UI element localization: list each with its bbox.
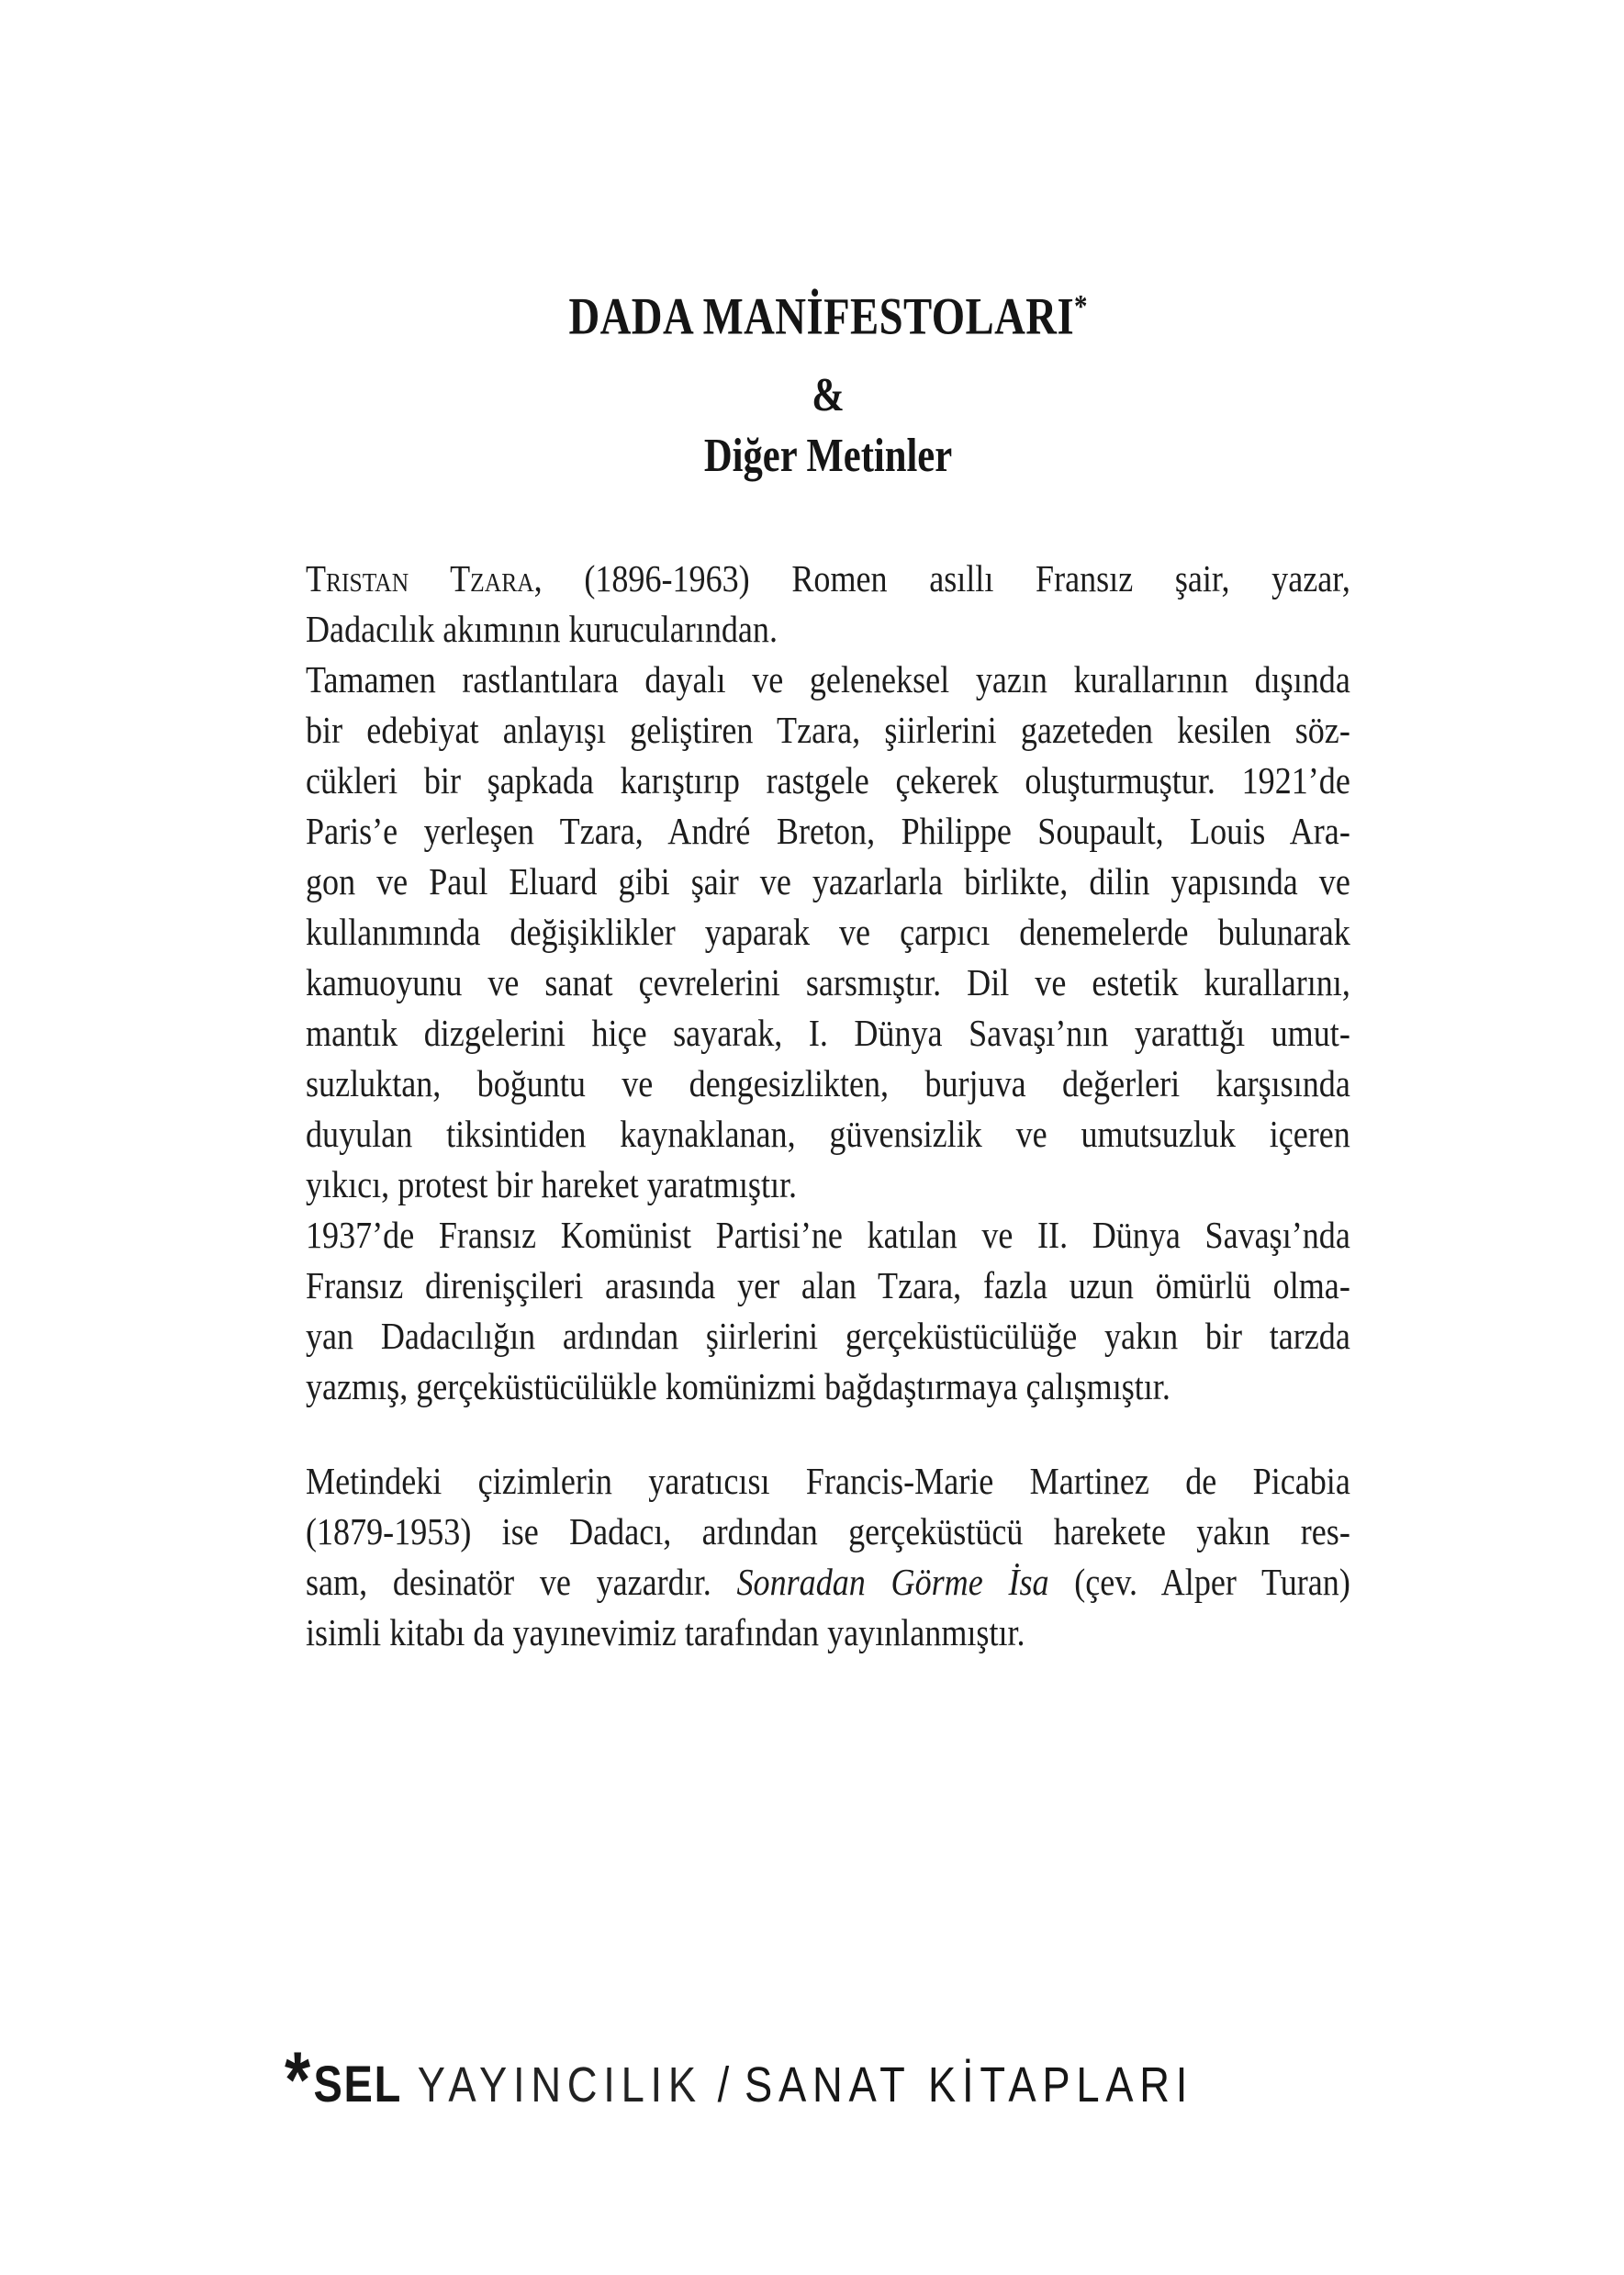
bio-line: isimli kitabı da yayınevimiz tarafından yayınlanmıştır. bbox=[306, 1611, 1025, 1653]
title-ampersand: & bbox=[812, 369, 845, 421]
bio-line: Metindeki çizimlerin yaratıcısı Francis-Marie Martinez de Picabia bbox=[306, 1460, 1350, 1502]
bio-line: mantık dizgelerini hiçe sayarak, I. Dünya Savaşı’nın yarattığı umut- bbox=[306, 1012, 1350, 1054]
bio-line: yıkıcı, protest bir hareket yaratmıştır. bbox=[306, 1163, 798, 1205]
asterisk-logo-icon: * bbox=[285, 2036, 311, 2124]
bio-line: kamuoyunu ve sanat çevrelerini sarsmıştır. Dil ve estetik kurallarını, bbox=[306, 961, 1350, 1003]
bio-line-text: (1896-1963) Romen asıllı Fransız şair, yazar, bbox=[542, 557, 1350, 600]
bio-line-text: (çev. Alper Turan) bbox=[1048, 1561, 1350, 1603]
publisher-name: SEL bbox=[313, 2055, 403, 2112]
title-text: DADA MANİFESTOLARI bbox=[568, 287, 1075, 346]
publisher-separator: / bbox=[717, 2057, 730, 2112]
bio-line: gon ve Paul Eluard gibi şair ve yazarlarla birlikte, dilin yapısında ve bbox=[306, 860, 1350, 902]
bio-line: Paris’e yerleşen Tzara, André Breton, Philippe Soupault, Louis Ara- bbox=[306, 810, 1350, 852]
bio-line: Dadacılık akımının kurucularından. bbox=[306, 608, 778, 650]
bio-line: (1879-1953) ise Dadacı, ardından gerçeküstücü harekete yakın res- bbox=[306, 1510, 1350, 1552]
book-title-italic: Sonradan Görme İsa bbox=[736, 1561, 1049, 1603]
bio-line: 1937’de Fransız Komünist Partisi’ne katılan ve II. Dünya Savaşı’nda bbox=[306, 1214, 1350, 1256]
bio-line: kullanımında değişiklikler yaparak ve çarpıcı denemelerde bulunarak bbox=[306, 911, 1350, 953]
publisher-logo bbox=[285, 2035, 1194, 2124]
bio-line: yazmış, gerçeküstücülükle komünizmi bağdaştırmaya çalışmıştır. bbox=[306, 1365, 1170, 1407]
bio-line: Tamamen rastlantılara dayalı ve geleneksel yazın kurallarının dışında bbox=[306, 658, 1350, 700]
title-subtitle: Diğer Metinler bbox=[703, 430, 953, 482]
footnote-asterisk-mark: * bbox=[1074, 288, 1088, 324]
bio-line bbox=[306, 554, 1350, 604]
bio-line: yan Dadacılığın ardından şiirlerini gerçeküstücülüğe yakın bir tarzda bbox=[306, 1315, 1350, 1357]
title-block bbox=[399, 0, 1256, 514]
publisher-type: YAYINCILIK bbox=[417, 2057, 702, 2112]
bio-line: duyulan tiksintiden kaynaklanan, güvensizlik ve umutsuzluk içeren bbox=[306, 1113, 1350, 1155]
bio-line: bir edebiyat anlayışı geliştiren Tzara, şiirlerini gazeteden kesilen söz- bbox=[306, 709, 1350, 751]
bio-line: suzluktan, boğuntu ve dengesizlikten, burjuva değerleri karşısında bbox=[306, 1062, 1350, 1104]
bio-line-text: sam, desinatör ve yazardır. bbox=[306, 1561, 737, 1603]
bio-line: Fransız direnişçileri arasında yer alan Tzara, fazla uzun ömürlü olma- bbox=[306, 1264, 1350, 1306]
author-name-smallcaps: Tristan Tzara, bbox=[306, 557, 543, 600]
bio-line bbox=[306, 1557, 1350, 1608]
page-title bbox=[399, 287, 1256, 346]
publisher-series: SANAT KİTAPLARI bbox=[745, 2057, 1194, 2112]
author-bio-block bbox=[306, 554, 1350, 1658]
bio-line: cükleri bir şapkada karıştırıp rastgele çekerek oluşturmuştur. 1921’de bbox=[306, 759, 1350, 801]
